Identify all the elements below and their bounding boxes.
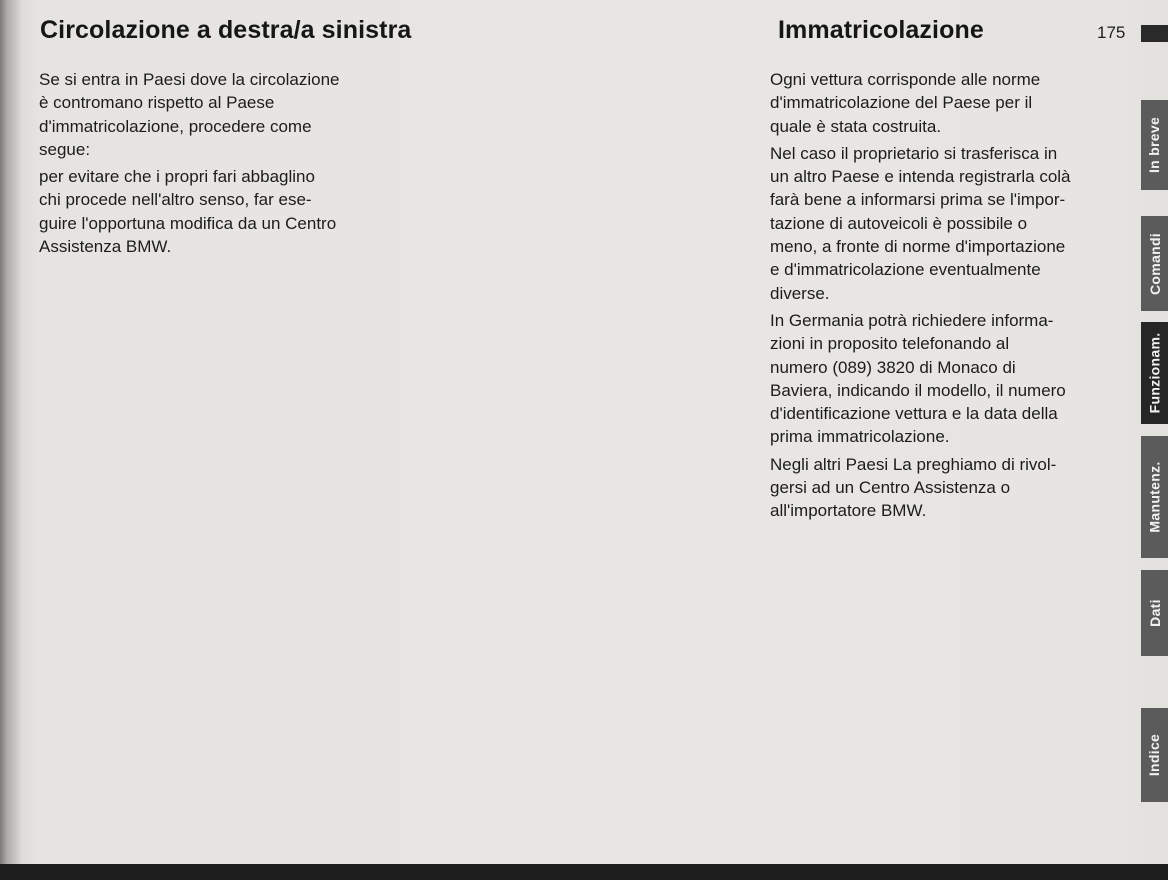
right-paragraph: Negli altri Paesi La preghiamo di rivol- gersi ad un Centro Assistenza o all'importatore BMW. <box>770 454 1057 521</box>
right-section-title: Immatricolazione <box>778 16 984 44</box>
left-section-title: Circolazione a destra/a sinistra <box>40 16 412 44</box>
tab-label: Funzionam. <box>1146 332 1163 414</box>
tab-indice[interactable] <box>1141 708 1168 802</box>
tab-label: Comandi <box>1146 232 1163 295</box>
tab-manutenzione[interactable] <box>1141 436 1168 558</box>
right-paragraph: In Germania potrà richiedere informa- zioni in proposito telefonando al numero (089) 3820 di Monaco di Baviera, indicando il modello, il numero d'identificazione vettura e la data della prima immatricolazione. <box>770 310 1066 447</box>
tab-in-breve[interactable] <box>1141 100 1168 190</box>
tab-funzionamento[interactable] <box>1141 322 1168 424</box>
tab-label: In breve <box>1146 116 1163 174</box>
tab-comandi[interactable] <box>1141 216 1168 311</box>
right-paragraph: Nel caso il proprietario si trasferisca in un altro Paese e intenda registrarla colà farà bene a informarsi prima se l'impor- tazione di autoveicoli è possibile o meno, a fronte di norme d'importazione e d'immatricolazione eventualmente diverse. <box>770 143 1071 303</box>
page-number: 175 <box>1097 23 1126 42</box>
left-paragraph: per evitare che i propri fari abbaglino chi procede nell'altro senso, far ese- guire l'opportuna modifica da un Centro Assistenza BMW. <box>39 167 337 257</box>
tab-label: Manutenz. <box>1146 461 1163 533</box>
tab-dati[interactable] <box>1141 570 1168 656</box>
right-paragraph: Ogni vettura corrisponde alle norme d'immatricolazione del Paese per il quale è stata costruita. <box>770 70 1041 136</box>
book-bottom-edge <box>0 864 1168 880</box>
spine-shadow <box>0 0 22 868</box>
tab-label: Indice <box>1146 733 1163 777</box>
tab-label: Dati <box>1146 599 1163 627</box>
header-marker-bar <box>1141 25 1168 42</box>
left-paragraph: Se si entra in Paesi dove la circolazione è contromano rispetto al Paese d'immatricolazione, procedere come segue: <box>39 70 340 159</box>
left-text-column <box>39 68 399 262</box>
right-text-column <box>770 68 1122 527</box>
